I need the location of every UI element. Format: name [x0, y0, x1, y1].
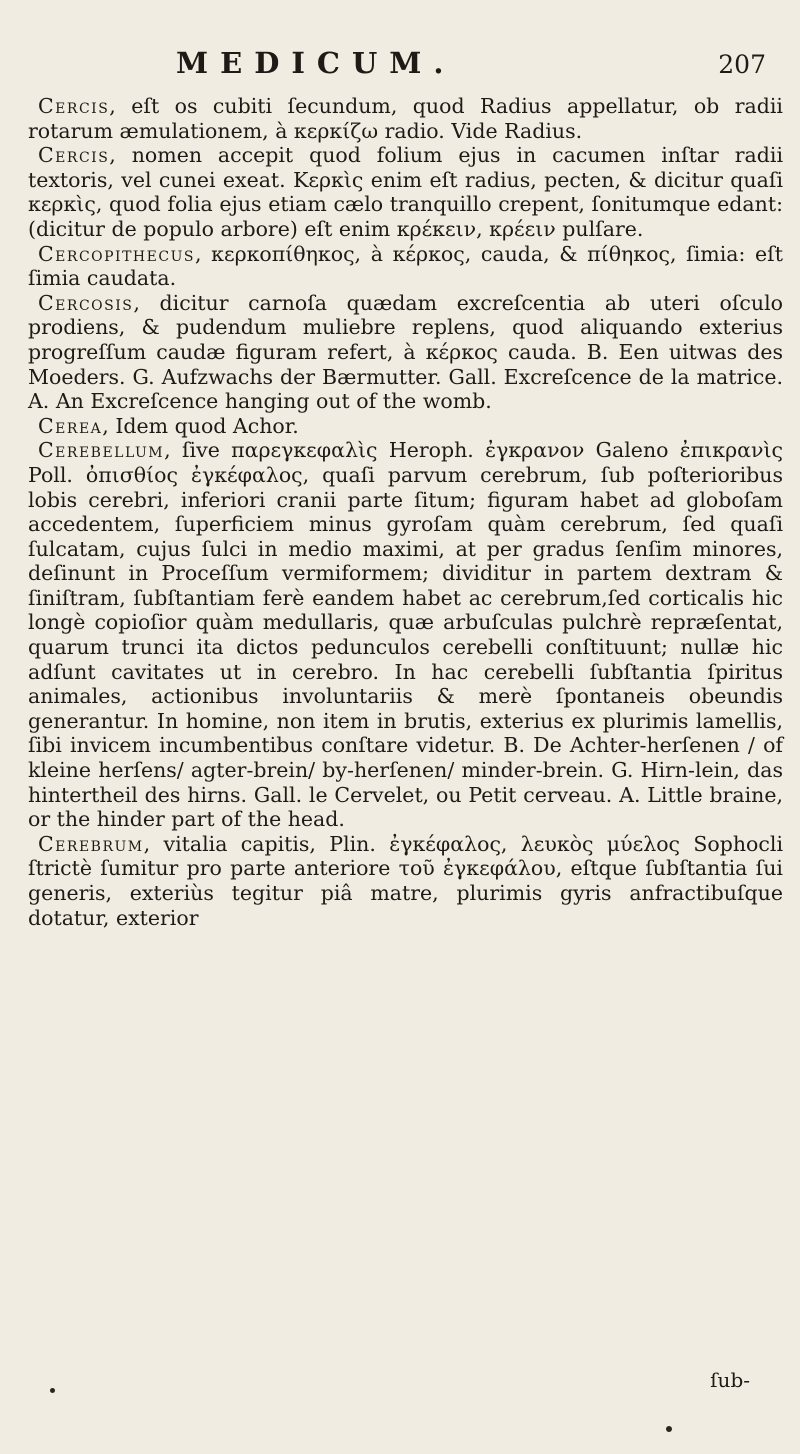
catchword: ſub-	[710, 1368, 750, 1392]
entry-text: , Idem quod Achor.	[102, 413, 299, 438]
ink-speck	[50, 1388, 55, 1393]
entry-cercopithecus	[28, 242, 783, 291]
ink-speck	[666, 1426, 672, 1432]
headword: Cerebellum	[38, 438, 165, 463]
headword: Cercis	[38, 94, 110, 118]
entry-text: , eſt os cubiti ſecundum, quod Radius appellatur, ob radii rotarum æmulationem, à κερκίζω radio. Vide Radius.	[28, 94, 783, 143]
entry-text: , κερκοπίθηκος, à κέρκος, cauda, & πίθηκος, ſimia: eſt ſimia caudata.	[28, 241, 783, 291]
entry-text: , dicitur carnoſa quædam excreſcentia ab uteri oſculo prodiens, & pudendum muliebre replens, quod aliquando exterius progreſſum caudæ figuram refert, à κέρκος cauda. B. Een uitwas des Moeders. G. Aufzwachs der Bærmutter. Gall. Excreſcence de la matrice. A. An Excreſcence hanging out of the womb.	[28, 290, 783, 414]
entry-cerebellum	[28, 438, 783, 832]
page-number: 207	[718, 50, 766, 79]
entry-cerebrum	[28, 832, 783, 930]
headword: Cercopithecus	[38, 241, 195, 266]
headword: Cerea	[38, 413, 103, 438]
entry-cercis-2	[28, 143, 783, 241]
running-title: MEDICUM.	[176, 46, 456, 80]
entry-cercis-1	[28, 94, 783, 143]
page-header	[0, 46, 800, 86]
headword: Cercis	[38, 143, 110, 168]
entry-text: , nomen accepit quod folium ejus in cacumen inſtar radii textoris, vel cunei exeat. Κερκὶς enim eſt radius, pecten, & dicitur quaſi κερκὶς, quod folia ejus etiam cælo tranquillo crepent, ſonitumque edant: (dicitur de populo arbore) eſt enim κρέκειν, κρέειν pulſare.	[28, 143, 783, 241]
dictionary-column	[28, 94, 783, 930]
headword: Cercosis	[38, 290, 134, 315]
entry-text: , ſive παρεγκεφαλὶς Heroph. ἐγκρανον Galeno ἐπικρανὶς Poll. ὀπισθίος ἐγκέφαλος, quaſi parvum cerebrum, ſub poſterioribus lobis cerebri, inferiori cranii parte ſitum; figuram habet ad globoſam accedentem, ſuperficiem minus gyroſam quàm cerebrum, ſed quaſi ſulcatam, cujus ſulci in medio maximi, at per gradus ſenſim minores, deſinunt in Proceſſum vermiformem; dividitur in partem dextram & ſiniſtram, ſubſtantiam ferè eandem habet ac cerebrum,ſed corticalis hic longè copioſior quàm medullaris, quæ arbuſculas pulchrè repræſentat, quarum trunci ita dictos pedunculos cerebelli conſtituunt; nullæ hic adſunt cavitates ut in cerebro. In hac cerebelli ſubſtantia ſpiritus animales, actionibus involuntariis & merè ſpontaneis obeundis generantur. In homine, non item in brutis, exterius ex plurimis lamellis, ſibi invicem incumbentibus conſtare videtur. B. De Achter-herſenen / of kleine herſens/ agter-brein/ by-herſenen/ minder-brein. G. Hirn-lein, das hintertheil des hirns. Gall. le Cervelet, ou Petit cerveau. A. Little braine, or the hinder part of the head.	[28, 438, 783, 832]
entry-cerea	[28, 414, 783, 439]
headword: Cerebrum	[38, 831, 144, 856]
entry-cercosis	[28, 291, 783, 414]
entry-text: , vitalia capitis, Plin. ἐγκέφαλος, λευκὸς μύελος Sophocli ſtrictè ſumitur pro parte anteriore τοῦ ἐγκεφάλου, eſtque ſubſtantia ſui generis, exteriùs tegitur piâ matre, plurimis gyris anfractibuſque dotatur, exterior	[28, 831, 783, 930]
